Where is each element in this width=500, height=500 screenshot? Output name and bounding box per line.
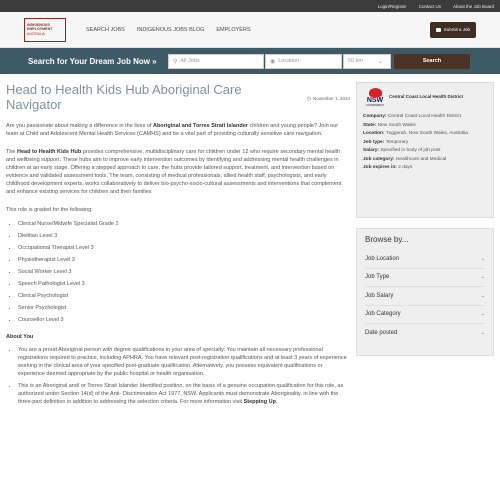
hub-text-bold: Head to Health Kids Hub xyxy=(17,149,82,155)
about-job-board-link[interactable]: About the Job Board xyxy=(452,3,494,9)
radius-value: 50 km xyxy=(348,58,363,64)
job-meta xyxy=(363,113,487,173)
hub-text-c: provides comprehensive, multidisciplinary care for children under 12 who require secondary mental health and wellbeing support. These hubs aim to improve early intervention outcomes by identifying and addressing mental health challenges in children at an early stage. Offering a stepped approach to care, the hubs provide tailored support, treatment, and intervention based on evidence and validated assessment tools. The team, consisting of medical professionals, allied health staff, psychologists, and early childhood development experts, works collaboratively to deliver bio-psycho-socio-cultural assessments and interventions that complement and enhance existing services for children and their families xyxy=(6,149,342,195)
submit-job-label: Submit a Job xyxy=(443,27,470,32)
job-title-row xyxy=(6,82,350,112)
job-title: Head to Health Kids Hub Aboriginal Care Navigator xyxy=(6,82,242,112)
meta-value: Central Coast Local Health District xyxy=(387,114,462,119)
about-item-qualifications: • You are a proud Aboriginal person with degree qualifications in your area of specialty. You maintain all necessary professional registrations required to practice, including APHRA. You have relevant post-registration qualifications and at least 3 years of experience working in the clinical area of your specified post-graduate qualification. Alternatively, you possess equivalent qualifications or experience deemed appropriate by the public hospital or health organisation. xyxy=(18,346,350,378)
stepping-up-link[interactable]: Stepping Up xyxy=(243,399,277,405)
company-header xyxy=(363,88,487,107)
list-item: • Clinical Nurse/Midwife Specialist Grade 2 xyxy=(18,220,350,228)
company-name: Central Coast Local Health District xyxy=(389,94,464,99)
list-item: • Social Worker Level 3 xyxy=(18,268,350,276)
meta-value: Healthcare and Medical xyxy=(395,156,447,162)
job-content xyxy=(6,74,350,410)
intro-text-c: children and young people? Join our team at Child and Adolescent Mental Health Services (CAMHS) and be a vital part of providing culturally sensitive care navigation. xyxy=(6,123,339,137)
chevron-down-icon: ⌄ xyxy=(480,255,485,262)
chevron-down-icon: ⌄ xyxy=(377,58,383,65)
about-identified-end: . xyxy=(276,399,278,405)
list-item: • Physiotherapist Level 3 xyxy=(18,256,350,264)
meta-value: Tuggerah, New South Wales, Australia xyxy=(385,131,468,136)
company-info-box xyxy=(356,82,494,218)
search-bar xyxy=(0,48,500,74)
radius-select[interactable] xyxy=(343,54,391,69)
hub-paragraph xyxy=(6,148,350,196)
browse-job-location[interactable] xyxy=(365,250,485,269)
location-input[interactable] xyxy=(265,54,342,69)
meta-value: New South Wales xyxy=(377,122,416,128)
logo-line-1: INDIGENOUS xyxy=(27,23,50,28)
meta-label: Salary: xyxy=(363,148,379,153)
browse-date-posted[interactable] xyxy=(365,324,485,343)
intro-text-a: Are you passionate about making a difference in the lives of xyxy=(6,123,153,129)
meta-expires xyxy=(363,164,487,173)
nav-indigenous-jobs-blog[interactable]: INDIGENOUS JOBS BLOG xyxy=(136,26,205,33)
hub-text-a: The xyxy=(6,149,18,155)
nsw-logo-text: NSW xyxy=(366,97,384,104)
meta-label: Job type: xyxy=(363,139,385,145)
search-title: Search for Your Dream Job Now » xyxy=(28,56,157,66)
browse-job-category[interactable] xyxy=(365,306,485,325)
intro-text-bold: Aboriginal and Torres Strait Islander xyxy=(152,123,248,129)
graded-paragraph: This role is graded for the following: xyxy=(6,207,93,213)
intro-paragraph xyxy=(6,122,350,138)
nav-employers[interactable]: EMPLOYERS xyxy=(216,26,251,33)
job-date-text: November 1, 2024 xyxy=(312,96,350,101)
location-placeholder: Location xyxy=(278,58,300,64)
browse-item-label: Date posted xyxy=(365,330,398,337)
briefcase-icon xyxy=(436,28,441,32)
about-you-list xyxy=(18,346,350,406)
chevron-down-icon: ⌄ xyxy=(480,292,485,299)
clock-icon: ◷ xyxy=(306,95,311,102)
list-item: • Clinical Psychologist xyxy=(18,292,350,300)
list-item: • Counsellor Level 3 xyxy=(18,316,350,324)
meta-value: Temporary xyxy=(385,139,409,145)
nsw-logo-sub: GOVERNMENT xyxy=(366,104,384,107)
meta-location xyxy=(363,130,487,139)
about-you-heading: About You xyxy=(6,334,34,340)
job-date xyxy=(307,85,350,112)
submit-job-button[interactable] xyxy=(430,22,476,38)
top-utility-bar xyxy=(0,0,500,12)
meta-value: 2 days xyxy=(398,165,413,170)
browse-job-type[interactable] xyxy=(365,269,485,288)
browse-item-label: Job Salary xyxy=(365,292,394,299)
nsw-government-logo xyxy=(363,88,387,107)
browse-title: Browse by... xyxy=(365,235,409,244)
search-icon: ⚲ xyxy=(173,58,178,65)
meta-value: Specified in body of job post xyxy=(380,148,441,153)
meta-state xyxy=(363,122,487,131)
list-item: • Speech Pathologist Level 3 xyxy=(18,280,350,288)
search-button[interactable]: Search xyxy=(394,54,470,69)
site-header xyxy=(0,12,500,48)
chevron-down-icon: ⌄ xyxy=(480,274,485,281)
main-nav xyxy=(74,27,251,33)
jobs-placeholder: All Jobs xyxy=(180,58,200,64)
meta-label: Job category: xyxy=(363,156,395,162)
main-area xyxy=(0,74,500,410)
sidebar xyxy=(356,74,494,410)
list-item: • Occupational Therapist Level 3 xyxy=(18,244,350,252)
about-identified-text: This is an Aboriginal and/ or Torres Strait Islander Identified position, on the basis of a genuine occupation qualification for this role, as authorized under Section 14(d) of the Anti- Discrimination Act 1977, NSW. Applicants must demonstrate Aboriginality, in line with the three-part definition in addition to addressing the selection criteria. For more information visit xyxy=(18,383,344,405)
logo-line-2: EMPLOYMENT xyxy=(27,27,53,32)
browse-item-label: Job Type xyxy=(365,274,390,281)
chevron-down-icon: ⌄ xyxy=(480,330,485,337)
chevron-down-icon: ⌄ xyxy=(480,311,485,318)
logo-line-3: AUSTRALIA xyxy=(27,31,45,36)
meta-job-type xyxy=(363,139,487,148)
location-pin-icon: ◉ xyxy=(270,58,276,65)
meta-salary xyxy=(363,147,487,156)
jobs-search-input[interactable] xyxy=(168,54,264,69)
list-item: • Senior Psychologist xyxy=(18,304,350,312)
login-register-link[interactable]: Login/Register xyxy=(377,3,407,9)
roles-list xyxy=(18,220,350,324)
meta-job-category xyxy=(363,156,487,165)
about-item-identified xyxy=(18,382,350,406)
meta-label: State: xyxy=(363,122,377,128)
meta-label: Company: xyxy=(363,114,387,119)
list-item: • Dietitian Level 3 xyxy=(18,232,350,240)
browse-item-label: Job Category xyxy=(365,311,401,318)
meta-label: Location: xyxy=(363,131,385,136)
browse-by-box xyxy=(356,228,494,356)
waratah-icon xyxy=(369,88,382,97)
browse-job-salary[interactable] xyxy=(365,287,485,306)
browse-item-label: Job Location xyxy=(365,255,400,262)
site-logo[interactable] xyxy=(24,18,66,42)
meta-company xyxy=(363,113,487,122)
contact-us-link[interactable]: Contact Us xyxy=(418,3,441,9)
nav-search-jobs[interactable]: SEARCH JOBS xyxy=(86,26,125,33)
meta-label: Job expires in: xyxy=(363,165,397,170)
